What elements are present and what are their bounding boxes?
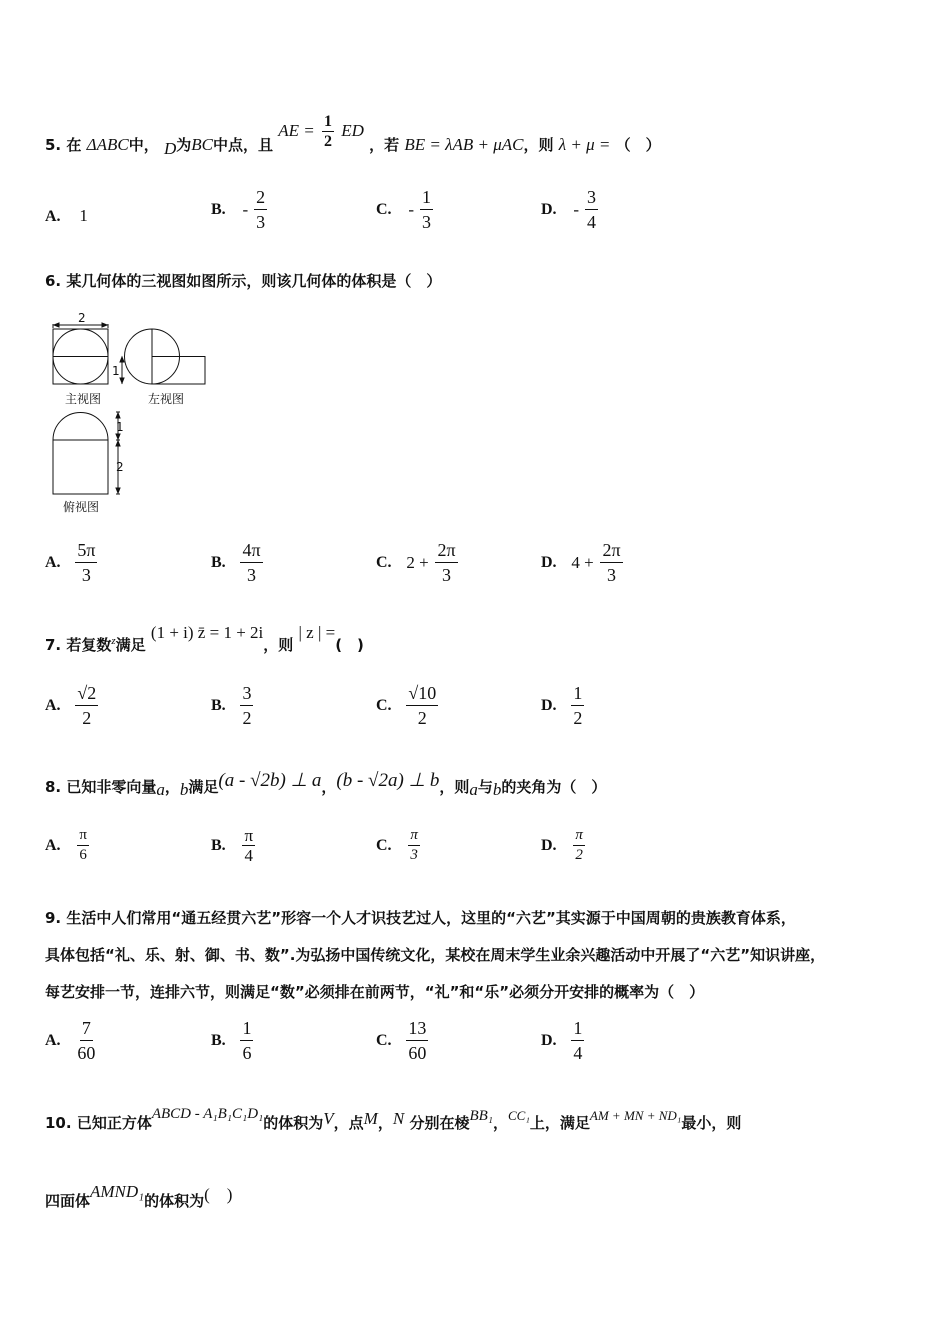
option-a[interactable] bbox=[45, 206, 88, 226]
question-number: 6. bbox=[45, 272, 62, 290]
option-label: C. bbox=[376, 554, 392, 571]
option-label: C. bbox=[376, 1032, 392, 1049]
fraction-denominator: 2 bbox=[417, 708, 427, 728]
question-number: 9. bbox=[45, 909, 62, 927]
option-fraction bbox=[240, 538, 262, 587]
option-fraction bbox=[571, 1016, 584, 1065]
question-8-stem bbox=[45, 770, 607, 799]
front-view bbox=[53, 323, 108, 384]
math-expr: a bbox=[469, 780, 478, 799]
fraction-numerator: 13 bbox=[406, 1016, 428, 1041]
option-c[interactable] bbox=[376, 681, 440, 730]
option-c[interactable] bbox=[376, 185, 435, 234]
question-9-stem bbox=[45, 900, 905, 1011]
fraction-numerator: 3 bbox=[585, 185, 598, 210]
option-label: A. bbox=[45, 554, 61, 571]
question-6-stem bbox=[45, 270, 441, 291]
stem-text: 最小，则 bbox=[681, 1114, 742, 1132]
option-a[interactable] bbox=[45, 826, 91, 865]
fraction-numerator: √2 bbox=[75, 681, 98, 706]
stem-text: 的夹角为（ ） bbox=[501, 778, 607, 796]
stem-text: ， bbox=[493, 1114, 509, 1132]
question-10-stem-line2 bbox=[45, 1182, 233, 1211]
option-a[interactable] bbox=[45, 681, 100, 730]
option-fraction bbox=[406, 681, 438, 730]
fraction-denominator: 2 bbox=[242, 708, 252, 728]
math-expr: λ + μ = bbox=[558, 135, 611, 154]
option-fraction bbox=[240, 681, 253, 730]
stem-text: 满足 bbox=[188, 778, 219, 796]
answer-paren: ( ) bbox=[335, 636, 364, 654]
fraction-denominator: 2 bbox=[573, 708, 583, 728]
question-number: 5. bbox=[45, 136, 62, 154]
stem-text: ，则 bbox=[439, 778, 470, 796]
fraction-denominator: 4 bbox=[587, 212, 597, 232]
math-expr: V bbox=[323, 1109, 334, 1128]
stem-text: 某几何体的三视图如图所示，则该几何体的体积是（ ） bbox=[66, 272, 442, 290]
vector-condition bbox=[278, 113, 369, 150]
stem-line bbox=[45, 900, 905, 937]
fraction-denominator: 6 bbox=[79, 847, 87, 863]
option-prefix: 4 + bbox=[571, 552, 594, 572]
math-expr: BC bbox=[191, 135, 213, 154]
fraction-numerator: 2π bbox=[435, 538, 457, 563]
option-label: B. bbox=[211, 837, 226, 854]
option-d[interactable] bbox=[541, 185, 600, 234]
option-label: B. bbox=[211, 1032, 226, 1049]
fraction-denominator: 2 bbox=[575, 847, 583, 863]
option-fraction bbox=[406, 1016, 428, 1065]
stem-text: ， bbox=[164, 778, 180, 796]
math-expr: AE = bbox=[278, 121, 315, 140]
stem-text: ， bbox=[377, 1114, 393, 1132]
option-b[interactable] bbox=[211, 1016, 255, 1065]
stem-line: 每艺安排一节，连排六节，则满足“数”必须排在前两节，“礼”和“乐”必须分开安排的概率为（ ） bbox=[45, 983, 705, 1001]
stem-text: 的体积为 bbox=[263, 1114, 324, 1132]
option-label: D. bbox=[541, 554, 557, 571]
option-label: D. bbox=[541, 201, 557, 218]
stem-text: ， bbox=[321, 778, 337, 796]
option-fraction bbox=[420, 185, 433, 234]
option-value: 1 bbox=[79, 206, 88, 225]
fraction-denominator: 3 bbox=[607, 565, 617, 585]
option-label: D. bbox=[541, 837, 557, 854]
option-label: A. bbox=[45, 1032, 61, 1049]
fraction-numerator: 3 bbox=[240, 681, 253, 706]
stem-text: 分别在棱 bbox=[409, 1114, 470, 1132]
math-expr: ED bbox=[341, 121, 364, 140]
top-view-label: 俯视图 bbox=[63, 500, 100, 514]
option-fraction bbox=[75, 538, 97, 587]
stem-text: 中点，且 bbox=[213, 136, 274, 154]
option-fraction bbox=[75, 1016, 97, 1065]
math-expr: (1 + i) z̄ = 1 + 2i bbox=[150, 623, 264, 642]
option-label: C. bbox=[376, 697, 392, 714]
option-fraction bbox=[75, 681, 98, 730]
stem-text: 中， bbox=[128, 136, 159, 154]
fraction-denominator: 3 bbox=[81, 565, 91, 585]
fraction-numerator: 1 bbox=[240, 1016, 253, 1041]
question-10-stem bbox=[45, 1106, 742, 1133]
option-label: A. bbox=[45, 697, 61, 714]
fraction-numerator: 1 bbox=[571, 1016, 584, 1041]
question-number: 8. bbox=[45, 778, 62, 796]
fraction-denominator: 3 bbox=[256, 212, 266, 232]
math-expr: z bbox=[111, 635, 116, 647]
math-expr: BE = λAB + μAC bbox=[404, 135, 524, 154]
stem-text: ，则 bbox=[523, 136, 554, 154]
option-b[interactable] bbox=[211, 826, 257, 865]
stem-text: 满足 bbox=[115, 636, 146, 654]
dimension-label: 1 bbox=[116, 420, 124, 434]
question-7-stem bbox=[45, 623, 364, 655]
option-label: A. bbox=[45, 208, 61, 225]
fraction-denominator: 3 bbox=[410, 847, 418, 863]
negative-sign: - bbox=[242, 199, 249, 219]
option-b[interactable] bbox=[211, 538, 265, 587]
option-a[interactable] bbox=[45, 538, 99, 587]
option-fraction bbox=[254, 185, 267, 234]
option-fraction bbox=[573, 826, 585, 865]
option-fraction bbox=[571, 681, 584, 730]
stem-text: 与 bbox=[477, 778, 493, 796]
math-expr: ABCD - A₁B₁C₁D₁ bbox=[151, 1106, 264, 1122]
dimension-label: 2 bbox=[116, 460, 124, 474]
stem-text: 四面体 bbox=[45, 1192, 91, 1210]
option-fraction bbox=[242, 826, 255, 865]
side-view-label: 左视图 bbox=[148, 392, 185, 406]
stem-text: 上，满足 bbox=[529, 1114, 590, 1132]
stem-text: 在 bbox=[66, 136, 82, 154]
option-label: C. bbox=[376, 201, 392, 218]
math-expr: AM + MN + ND₁ bbox=[589, 1108, 682, 1123]
front-view-label: 主视图 bbox=[65, 392, 102, 406]
option-label: B. bbox=[211, 201, 226, 218]
option-c[interactable] bbox=[376, 1016, 430, 1065]
stem-text: 的体积为 bbox=[144, 1192, 205, 1210]
stem-text: 已知非零向量 bbox=[66, 778, 157, 796]
stem-text: 生活中人们常用“通五经贯六艺”形容一个人才识技艺过人，这里的“六艺”其实源于中国周朝的贵族教育体系， bbox=[66, 909, 796, 927]
fraction-denominator: 3 bbox=[442, 565, 452, 585]
fraction-denominator: 3 bbox=[247, 565, 256, 585]
fraction-numerator: 1 bbox=[571, 681, 584, 706]
option-d[interactable] bbox=[541, 538, 625, 587]
option-d[interactable] bbox=[541, 826, 587, 865]
question-number: 10. bbox=[45, 1114, 72, 1132]
option-c[interactable] bbox=[376, 538, 460, 587]
stem-text: 已知正方体 bbox=[76, 1114, 152, 1132]
answer-paren: （ ） bbox=[615, 136, 661, 154]
question-5-stem bbox=[45, 113, 661, 165]
option-label: D. bbox=[541, 697, 557, 714]
fraction-denominator: 2 bbox=[323, 133, 332, 150]
math-expr: N bbox=[392, 1109, 405, 1128]
math-expr: | z | = bbox=[298, 623, 336, 642]
math-expr: b bbox=[492, 780, 502, 799]
option-prefix: 2 + bbox=[406, 552, 429, 572]
fraction-numerator: π bbox=[573, 826, 585, 846]
fraction-denominator: 2 bbox=[82, 708, 92, 728]
fraction-numerator: π bbox=[408, 826, 420, 846]
option-fraction bbox=[77, 826, 89, 865]
option-b[interactable] bbox=[211, 185, 269, 234]
math-expr: AMND₁ bbox=[90, 1182, 145, 1201]
fraction-numerator: 1 bbox=[323, 113, 332, 130]
fraction-numerator: 5π bbox=[75, 538, 97, 563]
option-a[interactable] bbox=[45, 1016, 99, 1065]
option-fraction bbox=[585, 185, 598, 234]
option-d[interactable] bbox=[541, 681, 586, 730]
dimension-label: 2 bbox=[78, 311, 86, 325]
math-expr: b bbox=[179, 780, 189, 799]
fraction-numerator: 7 bbox=[80, 1016, 93, 1041]
option-fraction bbox=[408, 826, 420, 865]
option-d[interactable] bbox=[541, 1016, 586, 1065]
fraction-denominator: 4 bbox=[573, 1043, 583, 1063]
fraction-denominator: 6 bbox=[242, 1043, 252, 1063]
dimension-label: 1 bbox=[112, 364, 120, 378]
negative-sign: - bbox=[573, 199, 580, 219]
fraction-denominator: 60 bbox=[77, 1043, 96, 1063]
fraction-numerator: π bbox=[77, 826, 89, 846]
option-label: B. bbox=[211, 697, 226, 714]
math-expr: (a - √2b) ⊥ a bbox=[218, 770, 322, 791]
fraction-numerator: π bbox=[244, 826, 254, 845]
fraction-numerator: 4π bbox=[240, 538, 262, 563]
stem-text: ，点 bbox=[333, 1114, 364, 1132]
math-expr: D bbox=[163, 139, 177, 158]
option-fraction bbox=[240, 1016, 253, 1065]
option-b[interactable] bbox=[211, 681, 255, 730]
three-view-figure bbox=[40, 308, 220, 518]
math-expr: BB₁ bbox=[469, 1108, 493, 1124]
fraction-denominator: 4 bbox=[244, 846, 253, 865]
option-label: C. bbox=[376, 837, 392, 854]
fraction-numerator: √10 bbox=[406, 681, 438, 706]
math-expr: M bbox=[363, 1109, 378, 1128]
fraction-half bbox=[322, 112, 334, 151]
option-c[interactable] bbox=[376, 826, 422, 865]
stem-text: 为 bbox=[176, 136, 192, 154]
top-view bbox=[53, 412, 120, 494]
negative-sign: - bbox=[408, 199, 415, 219]
fraction-numerator: 1 bbox=[420, 185, 433, 210]
option-label: A. bbox=[45, 837, 61, 854]
math-expr: a bbox=[156, 780, 165, 799]
stem-line: 具体包括“礼、乐、射、御、书、数”.为弘扬中国传统文化，某校在周末学生业余兴趣活动中开展了“六艺”知识讲座， bbox=[45, 946, 826, 964]
fraction-denominator: 60 bbox=[408, 1043, 427, 1063]
question-number: 7. bbox=[45, 636, 62, 654]
option-fraction bbox=[435, 538, 457, 587]
math-expr: CC₁ bbox=[508, 1108, 530, 1123]
stem-text: ，则 bbox=[263, 636, 294, 654]
stem-text: ，若 bbox=[369, 136, 400, 154]
fraction-numerator: 2π bbox=[600, 538, 622, 563]
fraction-denominator: 3 bbox=[422, 212, 432, 232]
math-expr: ΔABC bbox=[86, 135, 129, 154]
side-view bbox=[120, 329, 205, 384]
option-fraction bbox=[600, 538, 622, 587]
option-label: B. bbox=[211, 554, 226, 571]
answer-paren: ( ) bbox=[204, 1185, 233, 1204]
fraction-numerator: 2 bbox=[254, 185, 267, 210]
option-label: D. bbox=[541, 1032, 557, 1049]
math-expr: (b - √2a) ⊥ b bbox=[336, 770, 440, 791]
stem-text: 若复数 bbox=[66, 636, 112, 654]
